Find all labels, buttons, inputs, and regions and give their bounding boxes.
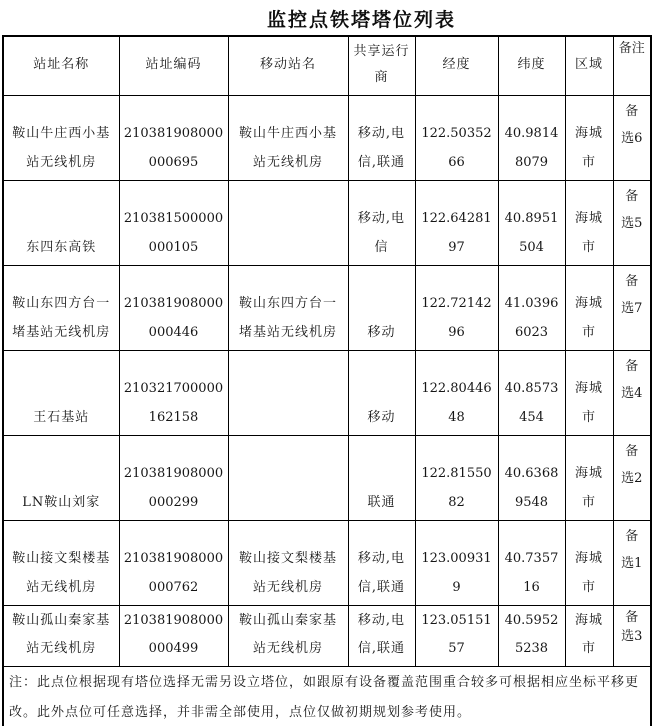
cell-mobile-name: 鞍山东四方台一堵基站无线机房 [228, 265, 348, 350]
cell-mobile-name: 鞍山接文梨楼基站无线机房 [228, 520, 348, 605]
cell-longitude: 122.8044648 [415, 350, 498, 435]
tower-site-table [2, 35, 652, 726]
page-title: 监控点铁塔塔位列表 [266, 9, 456, 31]
cell-site-name: 东四东高铁 [3, 180, 119, 265]
cell-operators: 移动,电信,联通 [348, 520, 415, 605]
cell-region: 海城市 [565, 605, 613, 666]
cell-operators: 移动,电信,联通 [348, 95, 415, 180]
cell-site-code: 210381908000000299 [119, 435, 228, 520]
table-row [3, 180, 651, 265]
cell-operators: 联通 [348, 435, 415, 520]
cell-site-code: 210381908000000762 [119, 520, 228, 605]
cell-region: 海城市 [565, 520, 613, 605]
cell-site-name: 鞍山孤山秦家基站无线机房 [3, 605, 119, 666]
header-site-name: 站址名称 [3, 36, 119, 95]
cell-remark: 备选6 [613, 95, 651, 180]
header-remark: 备注 [613, 36, 651, 95]
table-row [3, 520, 651, 605]
cell-site-name: 王石基站 [3, 350, 119, 435]
cell-remark: 备选2 [613, 435, 651, 520]
header-mobile-name: 移动站名 [228, 36, 348, 95]
cell-remark: 备选4 [613, 350, 651, 435]
cell-latitude: 40.8573454 [498, 350, 565, 435]
cell-longitude: 122.8155082 [415, 435, 498, 520]
cell-region: 海城市 [565, 95, 613, 180]
cell-mobile-name [228, 350, 348, 435]
cell-latitude: 40.8951504 [498, 180, 565, 265]
header-region: 区域 [565, 36, 613, 95]
header-longitude: 经度 [415, 36, 498, 95]
table-row [3, 350, 651, 435]
cell-longitude: 122.7214296 [415, 265, 498, 350]
cell-site-code: 210321700000162158 [119, 350, 228, 435]
cell-operators: 移动,电信 [348, 180, 415, 265]
header-site-code: 站址编码 [119, 36, 228, 95]
footnote-row [3, 666, 651, 726]
cell-region: 海城市 [565, 435, 613, 520]
cell-site-name: LN鞍山刘家 [3, 435, 119, 520]
cell-remark: 备选7 [613, 265, 651, 350]
cell-site-code: 210381908000000695 [119, 95, 228, 180]
cell-latitude: 40.735716 [498, 520, 565, 605]
table-row [3, 435, 651, 520]
cell-longitude: 123.0515157 [415, 605, 498, 666]
cell-site-name: 鞍山东四方台一堵基站无线机房 [3, 265, 119, 350]
cell-operators: 移动 [348, 350, 415, 435]
cell-site-code: 210381500000000105 [119, 180, 228, 265]
cell-latitude: 41.03966023 [498, 265, 565, 350]
header-latitude: 纬度 [498, 36, 565, 95]
cell-mobile-name [228, 435, 348, 520]
cell-region: 海城市 [565, 350, 613, 435]
cell-remark: 备选5 [613, 180, 651, 265]
cell-site-code: 210381908000000499 [119, 605, 228, 666]
cell-latitude: 40.98148079 [498, 95, 565, 180]
cell-mobile-name: 鞍山孤山秦家基站无线机房 [228, 605, 348, 666]
table-footnote: 注：此点位根据现有塔位选择无需另设立塔位，如跟原有设备覆盖范围重合较多可根据相应坐标平移更改。此外点位可任意选择，并非需全部使用，点位仅做初期规划参考使用。 [3, 666, 651, 726]
cell-longitude: 122.5035266 [415, 95, 498, 180]
header-row [3, 36, 651, 95]
cell-operators: 移动,电信,联通 [348, 605, 415, 666]
cell-longitude: 122.6428197 [415, 180, 498, 265]
cell-region: 海城市 [565, 180, 613, 265]
cell-latitude: 40.63689548 [498, 435, 565, 520]
cell-site-name: 鞍山接文梨楼基站无线机房 [3, 520, 119, 605]
cell-site-code: 210381908000000446 [119, 265, 228, 350]
cell-latitude: 40.59525238 [498, 605, 565, 666]
cell-remark: 备选1 [613, 520, 651, 605]
cell-region: 海城市 [565, 265, 613, 350]
cell-remark: 备选3 [613, 605, 651, 666]
table-row [3, 605, 651, 666]
cell-mobile-name [228, 180, 348, 265]
cell-site-name: 鞍山牛庄西小基站无线机房 [3, 95, 119, 180]
table-row [3, 95, 651, 180]
cell-longitude: 123.009319 [415, 520, 498, 605]
cell-mobile-name: 鞍山牛庄西小基站无线机房 [228, 95, 348, 180]
header-operators: 共享运行商 [348, 36, 415, 95]
cell-operators: 移动 [348, 265, 415, 350]
table-row [3, 265, 651, 350]
